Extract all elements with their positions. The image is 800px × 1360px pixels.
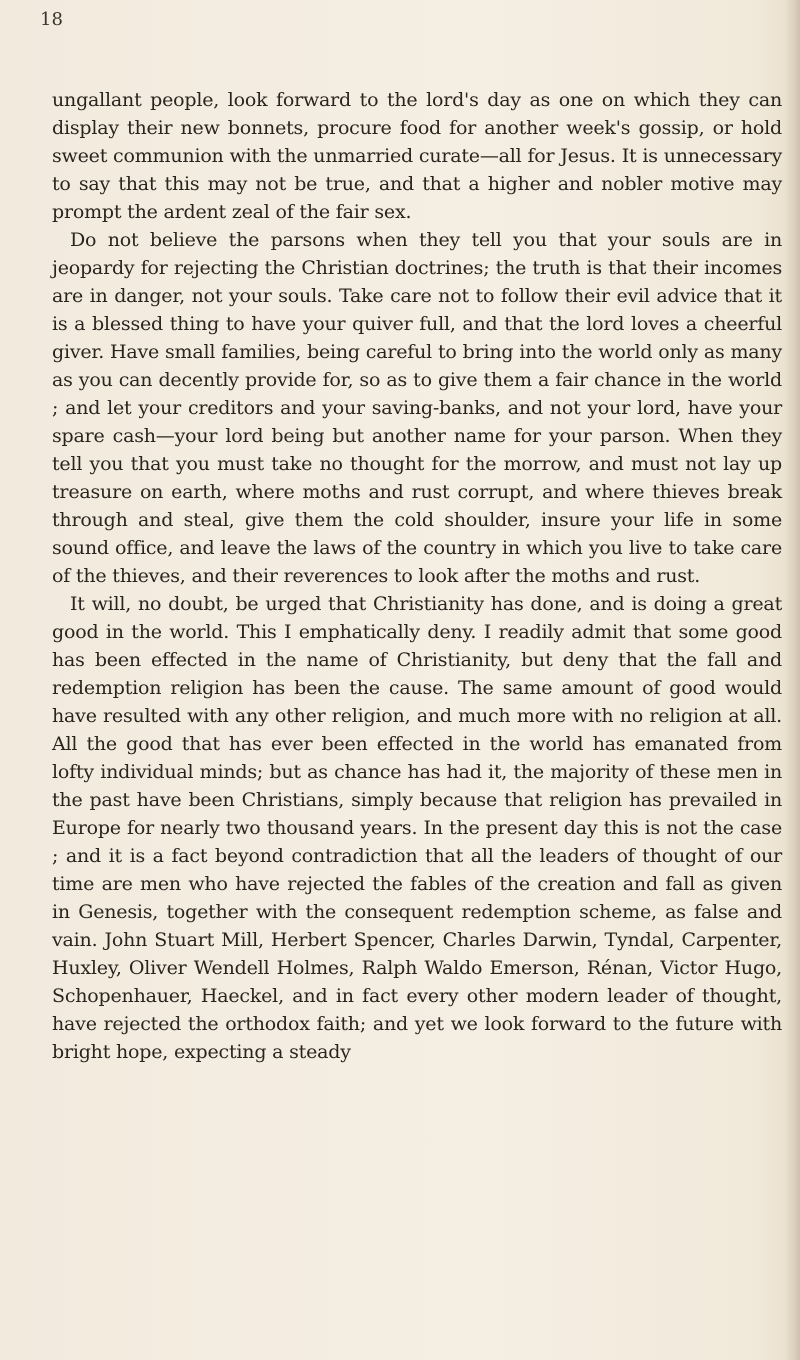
page-edge-shadow — [784, 0, 800, 1360]
paragraph-parsons: Do not believe the parsons when they tell you that your souls are in jeopardy for rejecting the Christian doctrines; the truth is that their incomes are in danger, not your souls. Take care not to follow their evil advice that it is a blessed thing to have your quiver full, and that the lord loves a cheerful giver. Have small families, being careful to bring into the world only as many as you can decently provide for, so as to give them a fair chance in the world ; and let your creditors and your saving-banks, and not your lord, have your spare cash—your lord being but another name for your parson. When they tell you that you must take no thought for the morrow, and must not lay up treasure on earth, where moths and rust corrupt, and where thieves break through and steal, give them the cold shoulder, insure your life in some sound office, and leave the laws of the country in which you live to take care of the thieves, and their reverences to look after the moths and rust. — [52, 229, 782, 587]
page-body-text — [52, 86, 782, 1066]
paragraph-continued: ungallant people, look forward to the lord's day as one on which they can display their new bonnets, procure food for another week's gossip, or hold sweet communion with the unmarried curate—all for Jesus. It is unnecessary to say that this may not be true, and that a higher and nobler motive may prompt the ardent zeal of the fair sex. — [52, 89, 782, 223]
paragraph-christianity-good: It will, no doubt, be urged that Christianity has done, and is doing a great good in the world. This I emphatically deny. I readily admit that some good has been effected in the name of Christianity, but deny that the fall and redemption religion has been the cause. The same amount of good would have resulted with any other religion, and much more with no religion at all. All the good that has ever been effected in the world has emanated from lofty individual minds; but as chance has had it, the majority of these men in the past have been Christians, simply because that religion has prevailed in Europe for nearly two thousand years. In the present day this is not the case ; and it is a fact beyond contradiction that all the leaders of thought of our time are men who have rejected the fables of the creation and fall as given in Genesis, together with the consequent redemption scheme, as false and vain. John Stuart Mill, Herbert Spencer, Charles Darwin, Tyndal, Carpenter, Huxley, Oliver Wendell Holmes, Ralph Waldo Emerson, Rénan, Victor Hugo, Schopenhauer, Haeckel, and in fact every other modern leader of thought, have rejected the orthodox faith; and yet we look forward to the future with bright hope, expecting a steady — [52, 593, 782, 1063]
page-number: 18 — [40, 9, 63, 30]
